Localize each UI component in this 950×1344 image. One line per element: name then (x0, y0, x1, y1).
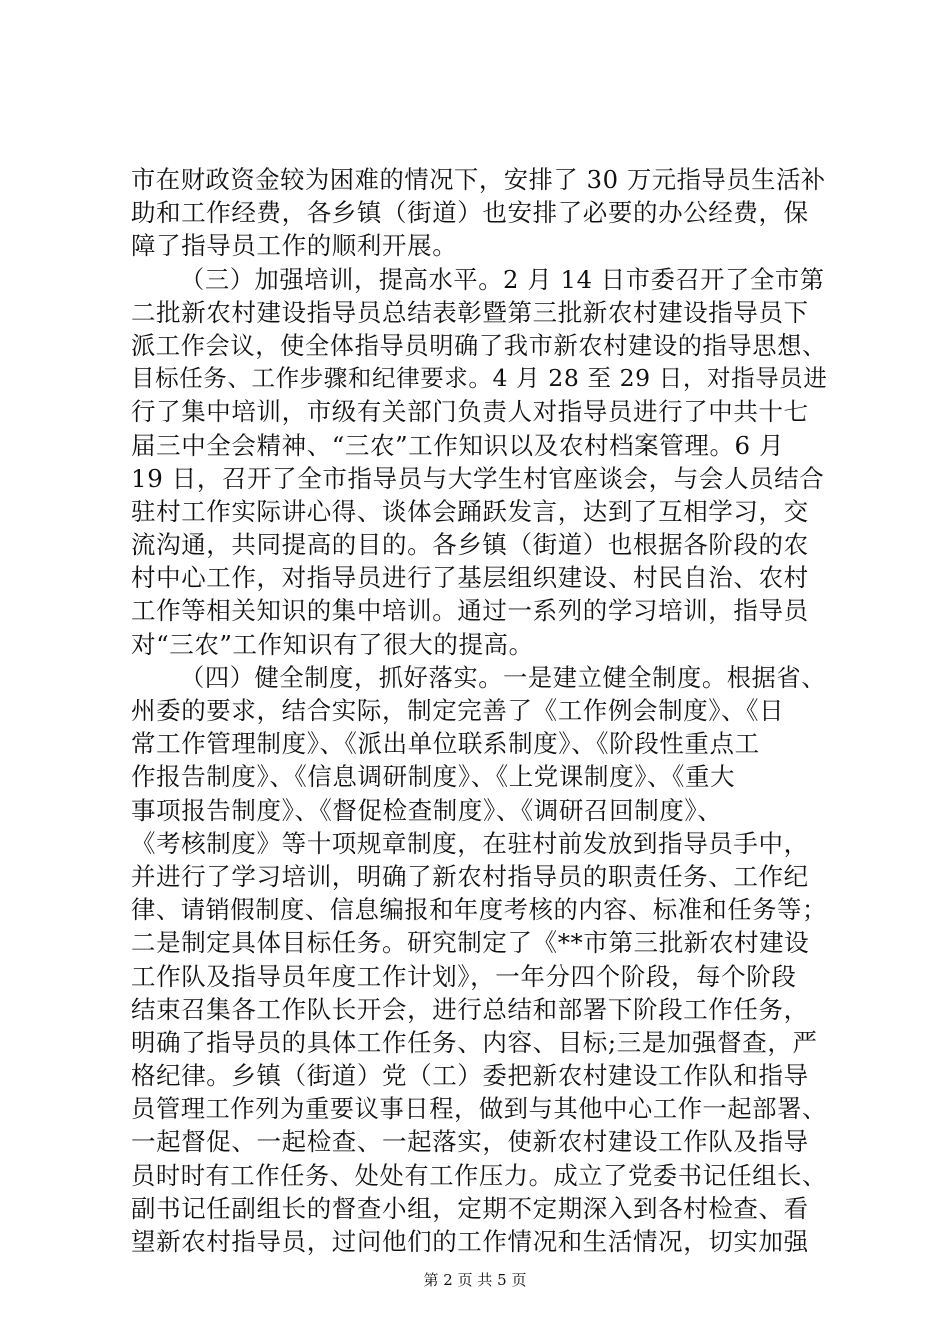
text-line: 市在财政资金较为困难的情况下，安排了 30 万元指导员生活补 (131, 165, 826, 194)
text-line: （三）加强培训，提高水平。2 月 14 日市委召开了全市第 (180, 264, 825, 294)
document-body (131, 163, 831, 1258)
text-line: 届三中全会精神、“三农”工作知识以及农村档案管理。6 月 (131, 430, 785, 460)
text-line: 二批新农村建设指导员总结表彰暨第三批新农村建设指导员下 (131, 297, 809, 327)
text-line: 员管理工作列为重要议事日程，做到与其他中心工作一起部署、 (131, 1094, 827, 1124)
text-line: 作报告制度》、《信息调研制度》、《上党课制度》、《重大 (131, 762, 736, 792)
text-line: 一起督促、一起检查、一起落实，使新农村建设工作队及指导 (131, 1127, 809, 1157)
text-line: 副书记任副组长的督查小组，定期不定期深入到各村检查、看 (131, 1193, 809, 1223)
text-line: 并进行了学习培训，明确了新农村指导员的职责任务、工作纪 (131, 861, 809, 891)
page-footer: 第 2 页 共 5 页 (423, 1271, 527, 1289)
text-line: 目标任务、工作步骤和纪律要求。4 月 28 至 29 日，对指导员进 (131, 364, 828, 393)
text-line: 派工作会议，使全体指导员明确了我市新农村建设的指导思想、 (131, 330, 827, 360)
text-line: 州委的要求，结合实际，制定完善了《工作例会制度》、《日 (131, 696, 785, 725)
text-line: 事项报告制度》、《督促检查制度》、《调研召回制度》、 (131, 795, 723, 825)
text-line: 明确了指导员的具体工作任务、内容、目标;三是加强督查，严 (131, 1027, 818, 1057)
text-line: 流沟通，共同提高的目的。各乡镇（街道）也根据各阶段的农 (131, 530, 809, 560)
text-line: 二是制定具体目标任务。研究制定了《**市第三批新农村建设 (131, 928, 810, 958)
text-line: 《考核制度》等十项规章制度，在驻村前发放到指导员手中， (131, 828, 809, 858)
text-line: 格纪律。乡镇（街道）党（工）委把新农村建设工作队和指导 (131, 1061, 809, 1091)
text-line: 19 日，召开了全市指导员与大学生村官座谈会，与会人员结合 (131, 463, 825, 493)
text-line: 对“三农”工作知识有了很大的提高。 (131, 629, 534, 659)
text-line: 驻村工作实际讲心得、谈体会踊跃发言，达到了互相学习，交 (131, 496, 809, 526)
text-line: 行了集中培训，市级有关部门负责人对指导员进行了中共十七 (131, 397, 809, 427)
text-line: 助和工作经费，各乡镇（街道）也安排了必要的办公经费，保 (131, 198, 809, 228)
text-line: 工作队及指导员年度工作计划》，一年分四个阶段，每个阶段 (131, 961, 797, 991)
text-line: 村中心工作，对指导员进行了基层组织建设、村民自治、农村 (131, 563, 809, 593)
text-line: 障了指导员工作的顺利开展。 (131, 231, 458, 261)
text-line: 工作等相关知识的集中培训。通过一系列的学习培训，指导员 (131, 596, 809, 626)
text-line: 律、请销假制度、信息编报和年度考核的内容、标准和任务等； (131, 895, 827, 925)
text-line: 员时时有工作任务、处处有工作压力。成立了党委书记任组长、 (131, 1160, 827, 1190)
text-line: 常工作管理制度》、《派出单位联系制度》、《阶段性重点工 (131, 729, 760, 759)
text-line: （四）健全制度，抓好落实。一是建立健全制度。根据省、 (180, 662, 827, 692)
text-line: 望新农村指导员，过问他们的工作情况和生活情况，切实加强 (131, 1227, 809, 1256)
text-line: 结束召集各工作队长开会，进行总结和部署下阶段工作任务， (131, 994, 809, 1024)
